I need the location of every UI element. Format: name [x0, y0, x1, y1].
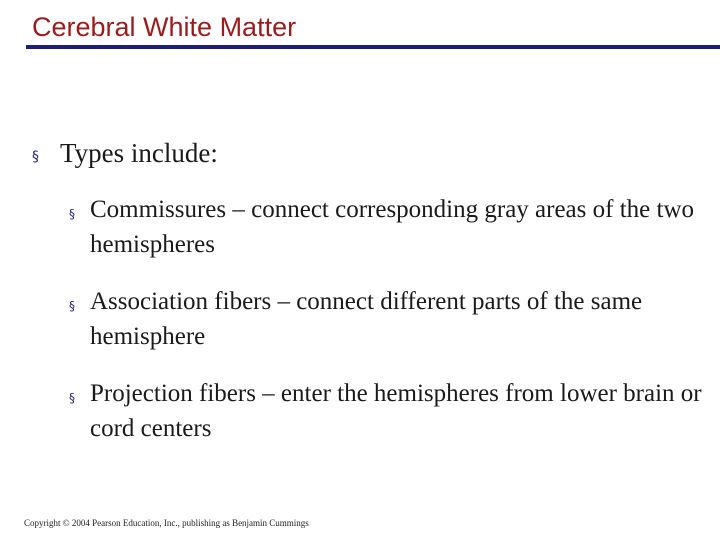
sub-bullet-commissures — [69, 192, 714, 262]
bullet-square-icon: § — [69, 391, 75, 405]
bullet-square-icon: § — [69, 299, 75, 313]
main-bullet — [32, 136, 692, 170]
main-bullet-text: Types include: — [60, 138, 218, 168]
sub-bullet-association-fibers — [69, 284, 714, 354]
sub-bullet-text: Projection fibers – enter the hemispheres from lower brain or cord centers — [90, 380, 702, 442]
title-underline — [26, 45, 720, 49]
sub-bullet-projection-fibers — [69, 376, 714, 446]
sub-bullet-text: Commissures – connect corresponding gray areas of the two hemispheres — [90, 196, 695, 258]
slide-title: Cerebral White Matter — [32, 12, 297, 42]
sub-bullet-text: Association fibers – connect different parts of the same hemisphere — [90, 288, 643, 350]
copyright-footer: Copyright © 2004 Pearson Education, Inc., publishing as Benjamin Cummings — [24, 518, 309, 528]
bullet-square-icon: § — [32, 149, 39, 165]
bullet-square-icon: § — [69, 207, 75, 221]
